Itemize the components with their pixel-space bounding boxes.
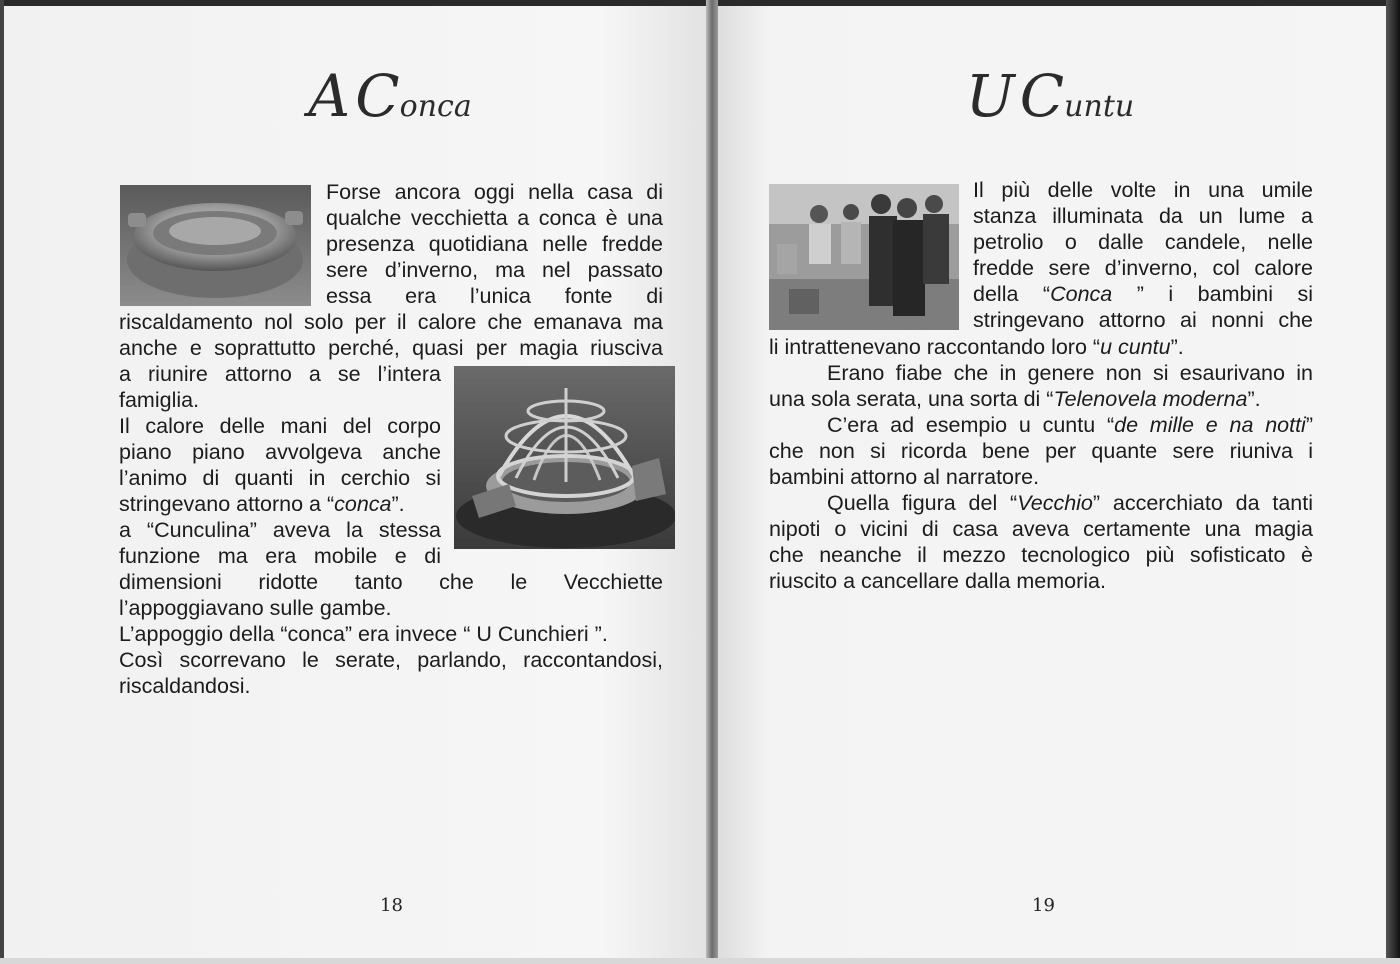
text-line: L’appoggio della “conca” era invece “ U Cunchieri ”.	[119, 622, 608, 646]
text-line: funzione ma era mobile e di	[119, 544, 441, 568]
title-rest: untu	[1064, 89, 1135, 124]
text-line	[769, 386, 1313, 412]
text-line: l’animo di quanti in cerchio si	[119, 466, 441, 490]
text-line: dimensioni ridotte tanto che le Vecchiette	[119, 570, 663, 594]
text-run: li intrattenevano raccontando loro “	[769, 335, 1101, 359]
text-run: ” accerchiato da tanti	[1092, 491, 1313, 515]
text-run: Quella figura del “	[827, 491, 1018, 515]
text-run: ”.	[1247, 387, 1261, 411]
conca-bowl-photo	[120, 185, 311, 306]
text-line	[769, 490, 1313, 516]
cunculina-photo	[454, 366, 675, 549]
text-line: presenza quotidiana nelle fredde	[326, 232, 663, 256]
title-initial-2: C	[355, 62, 400, 130]
text-line: riuscito a cancellare dalla memoria.	[769, 569, 1106, 593]
text-run: ”.	[391, 492, 405, 516]
italic-run: Vecchio	[1017, 491, 1093, 515]
scan-bottom-edge	[0, 958, 1400, 964]
left-text-top	[326, 179, 663, 309]
text-line: a riunire attorno a se l’intera	[119, 362, 441, 386]
text-line: fredde sere d’inverno, col calore	[973, 256, 1313, 280]
left-text-mid	[119, 361, 441, 569]
text-line: petrolio o dalle candele, nelle	[973, 230, 1313, 254]
italic-run: Conca	[1050, 282, 1113, 306]
italic-run: Telenovela moderna	[1053, 387, 1248, 411]
left-text-full-1	[119, 309, 663, 361]
text-run: ”	[1305, 413, 1313, 437]
text-line: famiglia.	[119, 388, 200, 412]
text-line: riscaldandosi.	[119, 674, 251, 698]
left-page-title	[250, 62, 530, 130]
text-line: piano piano avvolgeva anche	[119, 440, 441, 464]
text-line: stringevano attorno ai nonni che	[973, 308, 1313, 332]
right-text-full	[769, 334, 1313, 594]
text-line: a “Cunculina” aveva la stessa	[119, 518, 441, 542]
text-line: anche e soprattutto perché, quasi per magia riusciva	[119, 336, 663, 360]
text-line: nipoti o vicini di casa aveva certamente una magia	[769, 517, 1313, 541]
left-text-full-2	[119, 569, 663, 699]
text-line	[973, 281, 1313, 307]
text-run: ” i bambini si	[1112, 282, 1313, 306]
text-run: C’era ad esempio u cuntu “	[827, 413, 1115, 437]
text-line	[769, 412, 1313, 438]
title-initial-2: C	[1019, 62, 1065, 130]
text-line: Così scorrevano le serate, parlando, raccontandosi,	[119, 648, 663, 672]
text-line: stanza illuminata da un lume a	[973, 204, 1313, 228]
text-line: l’appoggiavano sulle gambe.	[119, 596, 392, 620]
text-line: che non si ricorda bene per quante sere riuniva i	[769, 439, 1313, 463]
italic-run: u cuntu	[1100, 335, 1171, 359]
italic-run: de mille e na notti	[1114, 413, 1306, 437]
page-number-right: 19	[1032, 895, 1055, 916]
text-run: della “	[973, 282, 1051, 306]
elders-children-photo	[769, 184, 959, 330]
text-line	[769, 334, 1313, 360]
text-run: stringevano attorno a “	[119, 492, 335, 516]
title-initial: U	[965, 62, 1015, 130]
text-line: Il più delle volte in una umile	[973, 178, 1313, 202]
text-line: qualche vecchietta a conca è una	[326, 206, 663, 230]
title-initial: A	[308, 62, 351, 130]
text-line: Forse ancora oggi nella casa di	[326, 180, 663, 204]
text-line	[119, 491, 441, 517]
book-gutter	[706, 0, 718, 964]
italic-run: conca	[334, 492, 392, 516]
right-page-title	[920, 62, 1180, 130]
text-line: essa era l’unica fonte di	[326, 284, 663, 308]
text-line: che neanche il mezzo tecnologico più sofisticato è	[769, 543, 1313, 567]
text-run: una sola serata, una sorta di “	[769, 387, 1054, 411]
text-run: ”.	[1170, 335, 1184, 359]
text-line: riscaldamento nol solo per il calore che emanava ma	[119, 310, 663, 334]
title-rest: onca	[399, 89, 472, 124]
right-text-top	[973, 177, 1313, 333]
text-line: Erano fiabe che in genere non si esaurivano in	[827, 361, 1313, 385]
text-line: Il calore delle mani del corpo	[119, 414, 441, 438]
page-number-left: 18	[380, 895, 403, 916]
text-line: sere d’inverno, ma nel passato	[326, 258, 663, 282]
scan-right-edge	[1386, 0, 1400, 964]
text-line: bambini attorno al narratore.	[769, 465, 1040, 489]
